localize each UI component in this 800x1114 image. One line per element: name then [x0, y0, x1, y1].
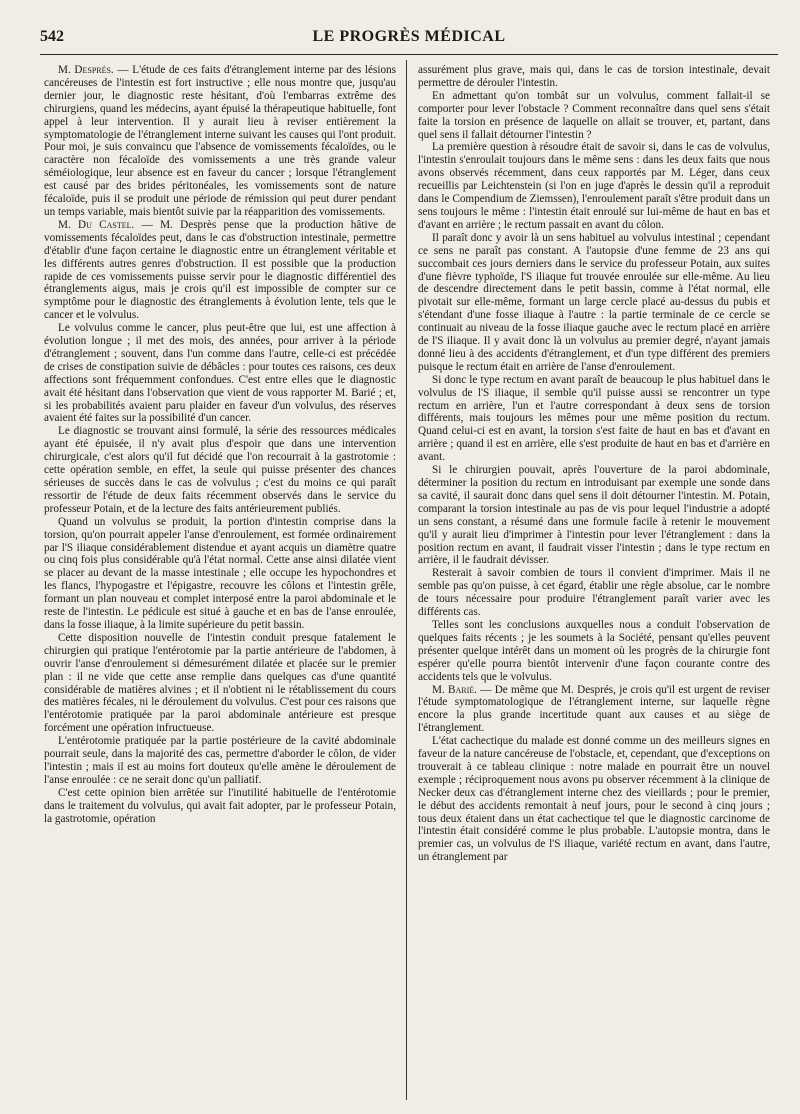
page-number: 542: [40, 28, 64, 45]
running-title: LE PROGRÈS MÉDICAL: [312, 28, 506, 45]
paragraph-text: Le volvulus comme le cancer, plus peut-être que lui, est une affection à évolution longue ; il met des mois, des années, pour arriver à la période d'étranglement ; souvent, dans l'un comme dans l'autre, celle-ci est précédée de crises de constipation suivie de débâcles : pour toutes ces raisons, ces deux affections sont fréquemment confondues. C'est entre elles que le diagnostic avait été hésitant dans l'observation que vient de vous rapporter M. Barié ; et, si les probabilités avaient paru plaider en faveur d'un volvulus, des réserves avaient été faites sur la possibilité d'un cancer.: [44, 322, 396, 425]
paragraph-text: Si donc le type rectum en avant paraît de beaucoup le plus habituel dans le volvulus de l'S iliaque, il semble qu'il puisse aussi se rencontrer un type rectum en arrière, l'un et l'autre correspondant à deux sens de torsion différents, mais toujours les mêmes pour une même position du rectum. Quand celui-ci est en avant, la torsion s'est faite de haut en bas et d'avant en arrière ; quand il est en arrière, elle s'est produite de haut en bas et d'arrière en avant.: [418, 373, 770, 464]
paragraph-text: — De même que M. Després, je crois qu'il est urgent de reviser l'étude symptomatologique de l'étranglement interne, sur laquelle règne encore la plus grande incertitude quant aux causes et au siège de l'étranglement.: [418, 683, 770, 735]
paragraph-text: C'est cette opinion bien arrêtée sur l'inutilité habituelle de l'entérotomie dans le traitement du volvulus, qui avait fait adopter, par le professeur Potain, la gastrotomie, opération: [44, 786, 396, 825]
paragraph-text: Resterait à savoir combien de tours il convient d'imprimer. Mais il ne semble pas qu'on puisse, à cet égard, établir une règle absolue, car le nombre de tours nécessaire pour produire l'étranglement paraît varier avec les différents cas.: [418, 567, 770, 619]
paragraph: [44, 735, 396, 787]
paragraph-text: L'état cachectique du malade est donné comme un des meilleurs signes en faveur de la nature cancéreuse de l'obstacle, et, cependant, que d'exceptions on trouverait à ce tableau clinique : notre malade en pourrait être un nouvel exemple ; réciproquement nous avons pu observer récemment à la clinique de Necker deux cas d'étranglement interne chez des vieillards ; pour le premier, le début des accidents remontait à neuf jours, pour le second à cinq jours ; tous deux étaient dans un état cachectique tel que le diagnostic carcinome de l'intestin était considéré comme le plus probable. L'autopsie montra, dans le premier cas, un volvulus de l'S iliaque, variété rectum en avant, dans l'autre, un étranglement par: [418, 735, 770, 864]
paragraph: [44, 516, 396, 632]
paragraph: [418, 684, 770, 736]
paragraph: [418, 619, 770, 684]
paragraph-text: En admettant qu'on tombât sur un volvulus, comment fallait-il se comporter pour lever l'obstacle ? Comment reconnaître dans quel sens s'était faite la torsion en présence de laquelle on allait se trouver, et, partant, dans quel sens il fallait détourner l'intestin ?: [418, 89, 770, 141]
paragraph: [44, 425, 396, 515]
paragraph-text: — L'étude de ces faits d'étranglement interne par des lésions cancéreuses de l'intestin est fort instructive ; elle nous montre que, jusqu'au dernier jour, le diagnostic reste hésitant, d'où l'embarras extrême des chirurgiens, quand les médecins, ayant épuisé la thérapeutique habituelle, font appel à leur intervention. Il y aurait lieu à reviser entièrement la symptomatologie de l'étranglement interne suivant les causes qui l'ont produit. Pour moi, je suis convaincu que l'absence de vomissements fécaloïdes, ou le caractère non fécaloïde des vomissements a une très grande valeur séméiologique, leur absence est en faveur du cancer ; lorsque l'étranglement est causé par des brides péritonéales, les vomissements sont de nature fécaloïde, puis il se produit une période de rémission qui peut durer pendant un temps variable, mais bientôt suivie par la réapparition des vomissements.: [44, 64, 396, 218]
paragraph: [418, 232, 770, 374]
paragraph: [44, 322, 396, 425]
paragraph-text: Il paraît donc y avoir là un sens habituel au volvulus intestinal ; cependant ce sens ne paraît pas constant. A l'autopsie d'une femme de 23 ans qui succombait ces jours derniers dans le service du professeur Potain, aux suites d'une fièvre typhoïde, l'S iliaque fut trouvée enroulée sur elle-même. Au lieu de descendre directement dans le petit bassin, comme à l'état normal, elle pivotait sur elle-même, formant un large cercle placé au-dessus du pubis et s'étendant d'une fosse iliaque à l'autre : la partie terminale de ce cercle se continuait au niveau de la fosse iliaque gauche avec le rectum placé en arrière de l'S iliaque. Il y avait donc là un volvulus au premier degré, n'ayant jamais donné lieu à des accidents d'étranglement, et d'un type différent des premiers puisque le rectum était en arrière de l'anse d'enroulement.: [418, 231, 770, 373]
paragraph-text: assurément plus grave, mais qui, dans le cas de torsion intestinale, devait permettre de dérouler l'intestin.: [418, 64, 770, 89]
paragraph-text: Si le chirurgien pouvait, après l'ouverture de la paroi abdominale, déterminer la position du rectum en introduisant par exemple une sonde dans sa cavité, il saurait donc dans quel sens il doit détourner l'intestin. M. Potain, comparant la torsion intestinale au pas de vis pour lequel l'industrie a adopté un sens constant, a résumé dans une formule facile à retenir le mouvement qu'il y aurait lieu d'imprimer à l'intestin pour lever l'étranglement : dans la position rectum en avant, il faudrait visser l'intestin ; dans le type rectum en arrière, il le faudrait dévisser.: [418, 464, 770, 567]
paragraph: [418, 374, 770, 464]
paragraph: [44, 787, 396, 826]
paragraph-text: Cette disposition nouvelle de l'intestin conduit presque fatalement le chirurgien qui pratique l'entérotomie par la partie antérieure de l'abdomen, à ouvrir l'anse d'enroulement si démesurément dilatée et placée sur le premier plan : il ne vide que cette anse remplie dans quelques cas d'une quantité considérable de matières alvines ; et il n'obtient ni le rétablissement du cours des matières fécales, ni le déroulement du volvulus. C'est pour ces raisons que l'entérotomie pratiquée par la paroi abdominale antérieure est presque forcément une opération infructueuse.: [44, 631, 396, 735]
left-column: [44, 64, 396, 1100]
right-column: [418, 64, 770, 1100]
column-divider: [406, 60, 407, 1100]
paragraph: [418, 464, 770, 567]
speaker-name: M. Després.: [58, 64, 114, 76]
speaker-name: M. Du Castel.: [58, 218, 135, 231]
paragraph: [418, 90, 770, 142]
speaker-name: M. Barié.: [432, 683, 477, 696]
paragraph-text: — M. Desprès pense que la production hâtive de vomissements fécaloïdes peut, dans le cas d'obstruction intestinale, permettre d'établir d'une façon certaine le diagnostic entre un étranglement véritable et les différents autres genres d'obstruction. Il est possible que la production rapide de ces vomissements puisse servir pour le diagnostic différentiel des étranglements aigus, mais je crois qu'il est impossible de compter sur ce symptôme pour le diagnostic des étranglements à évolution lente, tels que le cancer et le volvulus.: [44, 218, 396, 322]
paragraph: [418, 64, 770, 90]
paragraph: [418, 141, 770, 231]
paragraph-text: Le diagnostic se trouvant ainsi formulé, la série des ressources médicales ayant été épuisée, il n'y avait plus d'espoir que dans une intervention chirurgicale, c'est alors qu'il fut décidé que l'on recourrait à la gastrotomie : cette opération semble, en effet, la seule qui puisse présenter des chances sérieuses de succès dans le cas de volvulus ; c'est du moins ce qui paraît ressortir de l'étude de deux faits récemment observés dans le service du professeur Potain, et de la lecture des faits antérieurement publiés.: [44, 425, 396, 515]
paragraph: [44, 64, 396, 219]
paragraph: [418, 567, 770, 619]
paragraph: [418, 735, 770, 864]
paragraph-text: Quand un volvulus se produit, la portion d'intestin comprise dans la torsion, qu'on pourrait appeler l'anse d'enroulement, est formée ordinairement par l'S iliaque considérablement distendue et ayant acquis un diamètre quatre ou cinq fois plus considérable qu'à l'état normal. Cette anse ainsi dilatée vient se placer au devant de la masse intestinale ; elle occupe les hypochondres et les flancs, l'hypogastre et l'épigastre, recouvre les côlons et l'intestin grêle, formant un plan nouveau et complet interposé entre la paroi abdominale et le reste de l'intestin. Le pédicule est situé à gauche et en bas de l'anse enroulée, dans la fosse iliaque, à la limite supérieure du petit bassin.: [44, 515, 396, 631]
paragraph: [44, 219, 396, 322]
paragraph: [44, 632, 396, 735]
page-header: [40, 28, 778, 50]
header-rule: [40, 54, 778, 55]
paragraph-text: L'entérotomie pratiquée par la partie postérieure de la cavité abdominale pourrait seule, dans la majorité des cas, permettre d'aborder le côlon, de vider l'intestin ; mais il est au moins fort douteux qu'elle amène le déroulement de l'anse enroulée : ce ne serait donc qu'un palliatif.: [44, 735, 396, 786]
paragraph-text: La première question à résoudre était de savoir si, dans le cas de volvulus, l'intestin s'enroulait toujours dans le même sens : dans les deux faits que nous avons observés récemment, dans ceux rapportés par M. Léger, dans ceux recueillis par Leichtenstein (si l'on en juge d'après le dessin qu'il a reproduit dans le Compendium de Ziemssen), l'enroulement paraît s'être produit dans un sens toujours le même : l'intestin était enroulé sur lui-même de haut en bas et d'avant en arrière ; le rectum passait en avant du côlon.: [418, 141, 770, 231]
paragraph-text: Telles sont les conclusions auxquelles nous a conduit l'observation de quelques faits récents ; je les soumets à la Société, pensant qu'elles peuvent présenter quelque intérêt dans un moment où les progrès de la chirurgie font espérer qu'elle pourra bientôt intervenir d'une façon courante contre des accidents tels que le volvulus.: [418, 618, 770, 683]
